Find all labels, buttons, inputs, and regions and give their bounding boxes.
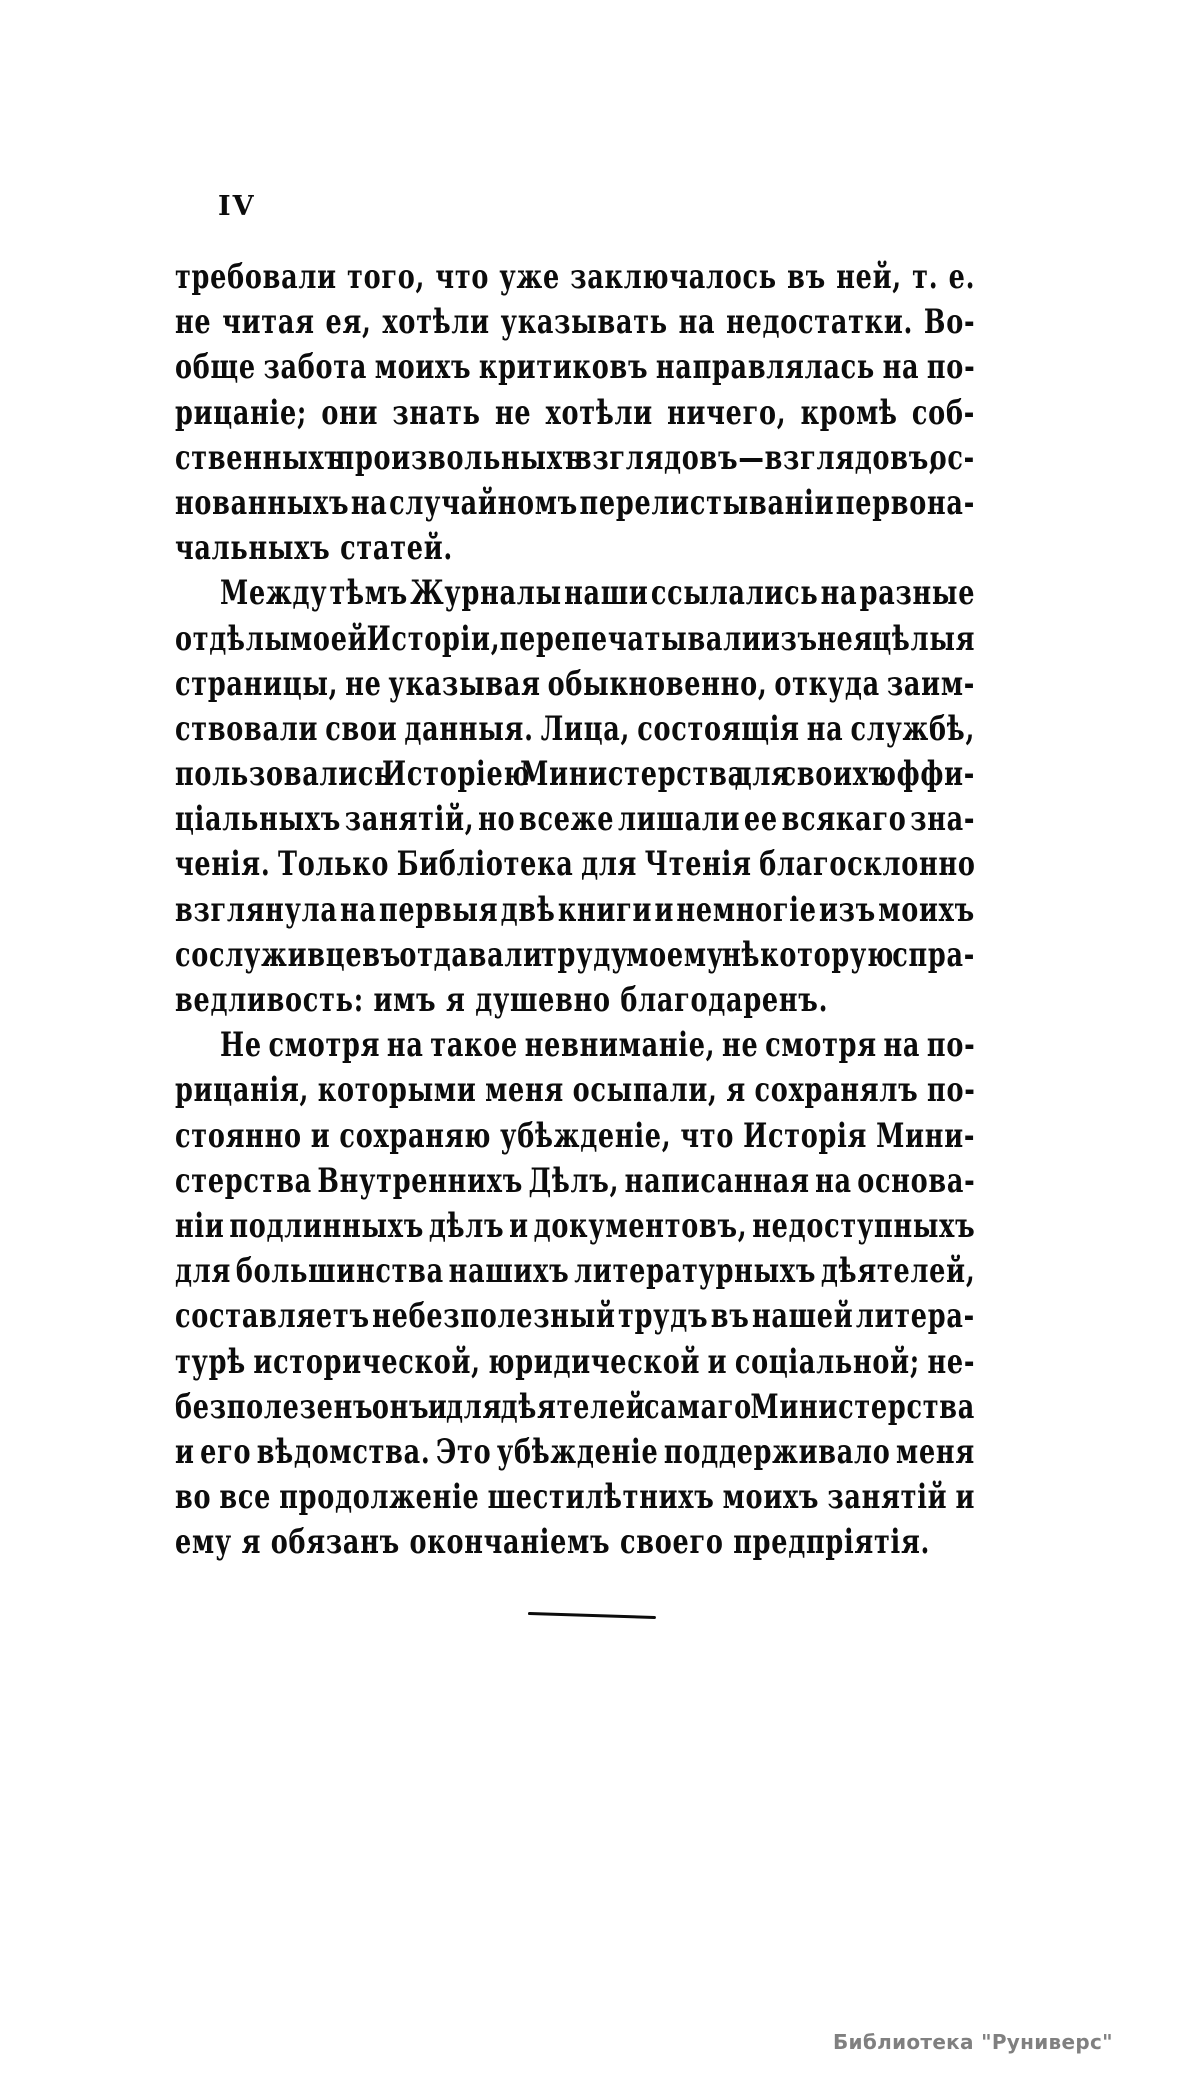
library-watermark: Библиотека "Руниверс" (833, 2030, 1113, 2054)
text-line: турѣ исторической, юридической и соціальной; не- (175, 1341, 976, 1382)
text-line: пользовались Исторіею Министерства для своихъ оффи- (175, 754, 976, 795)
section-divider-rule (528, 1612, 656, 1619)
text-line: для большинства нашихъ литературныхъ дѣятелей, (175, 1251, 976, 1292)
paragraph (175, 571, 975, 1023)
text-line: во все продолженіе шестилѣтнихъ моихъ занятій и (175, 1477, 976, 1518)
page-number: IV (218, 191, 256, 222)
paragraph (175, 255, 975, 571)
text-line: ведливость: имъ я душевно благодаренъ. (175, 980, 829, 1020)
text-line: отдѣлы моей Исторіи, перепечатывали изъ нея цѣлыя (175, 618, 976, 659)
text-block (175, 255, 975, 1565)
text-line: Не смотря на такое невниманіе, не смотря на по- (220, 1025, 976, 1066)
text-line: Между тѣмъ Журналы наши ссылались на разные (220, 573, 976, 614)
text-line: не читая ея, хотѣли указывать на недостатки. Во- (175, 302, 976, 343)
text-line: чальныхъ статей. (175, 528, 454, 569)
text-line: ченія. Только Библіотека для Чтенія благосклонно (175, 844, 976, 885)
text-line: требовали того, что уже заключалось въ ней, т. е. (175, 257, 976, 297)
text-line: сослуживцевъ отдавали труду моему нѣкоторую спра- (175, 934, 976, 975)
text-line: ему я обязанъ окончаніемъ своего предпріятія. (175, 1522, 931, 1563)
text-line: ствовали свои данныя. Лица, состоящія на службѣ, (175, 708, 976, 749)
text-line: ніи подлинныхъ дѣлъ и документовъ, недоступныхъ (175, 1205, 976, 1246)
text-line: и его вѣдомства. Это убѣжденіе поддерживало меня (175, 1431, 975, 1472)
text-line: рицаніе; они знать не хотѣли ничего, кромѣ соб- (175, 392, 976, 433)
paragraph (175, 1023, 975, 1565)
text-line: стерства Внутреннихъ Дѣлъ, написанная на основа- (175, 1160, 976, 1201)
text-line: обще забота моихъ критиковъ направлялась на по- (175, 347, 976, 388)
text-line: ціальныхъ занятій, но всеже лишали ее всякаго зна- (175, 799, 976, 840)
text-line: страницы, не указывая обыкновенно, откуда заим- (175, 663, 976, 704)
text-line: ственныхъ произвольныхъ взглядовъ—взглядовъ, ос- (175, 437, 975, 478)
text-line: нованныхъ на случайномъ перелистываніи первона- (175, 482, 976, 523)
text-line: рицанія, которыми меня осыпали, я сохранялъ по- (175, 1070, 976, 1111)
text-line: составляетъ небезполезный трудъ въ нашей литера- (175, 1296, 975, 1337)
text-line: стоянно и сохраняю убѣжденіе, что Исторія Мини- (175, 1115, 976, 1156)
text-line: взглянула на первыя двѣ книги и немногіе изъ моихъ (175, 889, 975, 930)
text-line: безполезенъ онъ и для дѣятелей самаго Министерства (175, 1386, 976, 1427)
